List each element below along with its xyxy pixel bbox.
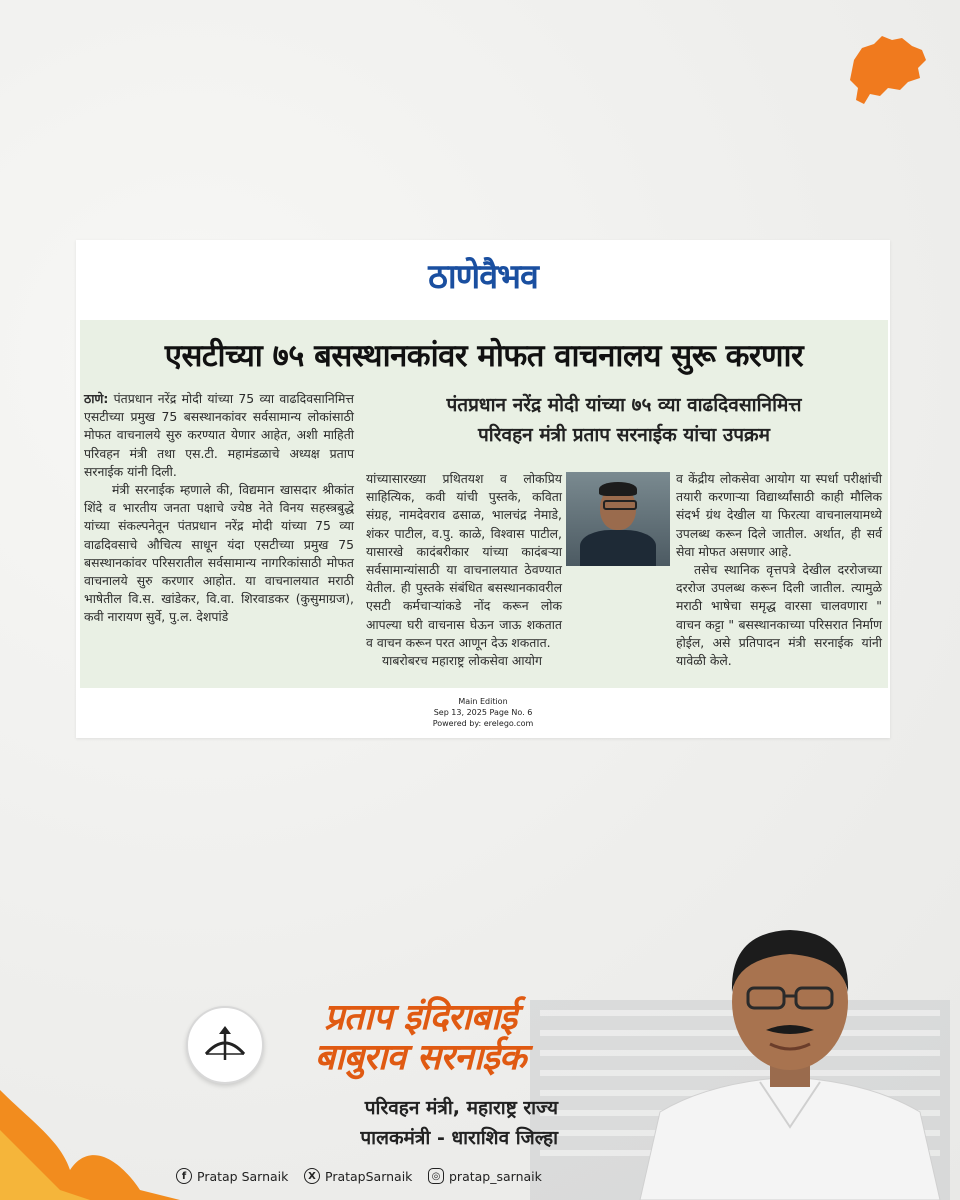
subhead-line-1: पंतप्रधान नरेंद्र मोदी यांच्या ७५ व्या वाढदिवसानिमित्त (446, 394, 802, 416)
article-column-3 (676, 470, 882, 670)
subhead-line-2: परिवहन मंत्री प्रताप सरनाईक यांचा उपक्रम (478, 424, 770, 446)
footer-date: Sep 13, 2025 Page No. 6 (433, 708, 533, 717)
facebook-icon: f (176, 1168, 192, 1184)
col2-paragraph-1-text: यांच्यासारख्या प्रथितयश व लोकप्रिय साहित्यिक, कवी यांची पुस्तके, कविता संग्रह, नामदेवराव ढसाळ, भालचंद्र नेमाडे, शंकर पाटील, व.पु. काळे, विश्वास पाटील, यासारखे कादंबरीकार यांच्या कादंबऱ्या सर्वसामान्यांसाठी या वाचनालयात ठेवण्यात येतील. ही पुस्तके संबंधित बसस्थानकावरील एसटी कर्मचाऱ्यांकडे नोंद करून लोक आपल्या घरी वाचनास घेऊन जाऊ शकतात व वाचन करून परत आणून देऊ शकतात. (366, 471, 562, 650)
instagram-icon: ◎ (428, 1168, 444, 1184)
name-line-2: बाबुराव सरनाईक (314, 1037, 526, 1078)
bow-arrow-icon (200, 1020, 250, 1070)
dateline: ठाणे: (84, 391, 109, 406)
col3-paragraph-2: तसेच स्थानिक वृत्तपत्रे देखील दररोजच्या दररोज उपलब्ध करून दिली जातील. त्यामुळे मराठी भाषेचा समृद्ध वारसा चालवणारा " वाचन कट्टा " बसस्थानकाच्या परिसरात निर्माण होईल, असे प्रतिपादन मंत्री सरनाईक यांनी यावेळी केले. (676, 562, 882, 669)
facebook-link[interactable] (176, 1168, 288, 1184)
x-icon: X (304, 1168, 320, 1184)
title-line-1: परिवहन मंत्री, महाराष्ट्र राज्य (364, 1097, 558, 1119)
footer-edition: Main Edition (458, 697, 508, 706)
maharashtra-map-icon (840, 30, 930, 110)
x-handle: PratapSarnaik (325, 1168, 413, 1184)
clipping-footer (76, 696, 890, 729)
name-line-1: प्रताप इंदिराबाई (323, 997, 517, 1038)
footer-powered-by: Powered by: erelego.com (432, 719, 534, 728)
instagram-link[interactable] (428, 1168, 542, 1184)
saffron-flame-graphic (0, 1080, 180, 1200)
facebook-handle: Pratap Sarnaik (197, 1168, 289, 1184)
minister-photo (566, 472, 670, 566)
leader-name (270, 998, 570, 1078)
col2-paragraph-2: याबरोबरच महाराष्ट्र लोकसेवा आयोग (382, 653, 542, 668)
article-headline: एसटीच्या ७५ बसस्थानकांवर मोफत वाचनालय सुरू करणार (164, 338, 804, 374)
leader-portrait (620, 912, 960, 1200)
col3-paragraph-1: व केंद्रीय लोकसेवा आयोग या स्पर्धा परीक्षांची तयारी करणाऱ्या विद्यार्थ्यांसाठी काही मौलिक संदर्भ ग्रंथ देखील या फिरत्या वाचनालयामध्ये उपलब्ध करून दिले जातील. अर्थात, ही सर्व सेवा मोफत असणार आहे. (676, 471, 882, 559)
instagram-handle: pratap_sarnaik (449, 1168, 542, 1184)
article-subhead (376, 390, 872, 450)
bow-arrow-emblem (186, 1006, 264, 1084)
x-link[interactable] (304, 1168, 412, 1184)
article-column-1 (84, 390, 354, 627)
newspaper-clipping (76, 240, 890, 738)
newspaper-masthead: ठाणेवैभव (428, 257, 538, 297)
col1-paragraph-1: पंतप्रधान नरेंद्र मोदी यांच्या 75 व्या वाढदिवसानिमित्त एसटीच्या प्रमुख 75 बसस्थानकांवर सर्वसामान्य लोकांसाठी मोफत वाचनालये सुरु करण्यात येणार आहेत, अशी माहिती परिवहन मंत्री तथा एस.टी. महामंडळाचे अध्यक्ष प्रताप सरनाईक यांनी दिली. (84, 391, 354, 479)
title-line-2: पालकमंत्री - धाराशिव जिल्हा (360, 1127, 558, 1149)
col1-paragraph-2: मंत्री सरनाईक म्हणाले की, विद्यमान खासदार श्रीकांत शिंदे व भारतीय जनता पक्षाचे ज्येष्ठ नेते विनय सहस्त्रबुद्धे यांच्या संकल्पनेतून पंतप्रधान नरेंद्र मोदी यांच्या 75 व्या वाढदिवसाचे औचित्य साधून यंदा एसटीच्या प्रमुख 75 बसस्थानकांवर परिसरातील सर्वसामान्य नागरिकांसाठी मोफत वाचनालये सुरु करणार आहोत. या वाचनालयात मराठी भाषेतील वि.स. खांडेकर, वि.वा. शिरवाडकर (कुसुमाग्रज), कवी नारायण सुर्वे, पु.ल. देशपांडे (84, 482, 354, 625)
